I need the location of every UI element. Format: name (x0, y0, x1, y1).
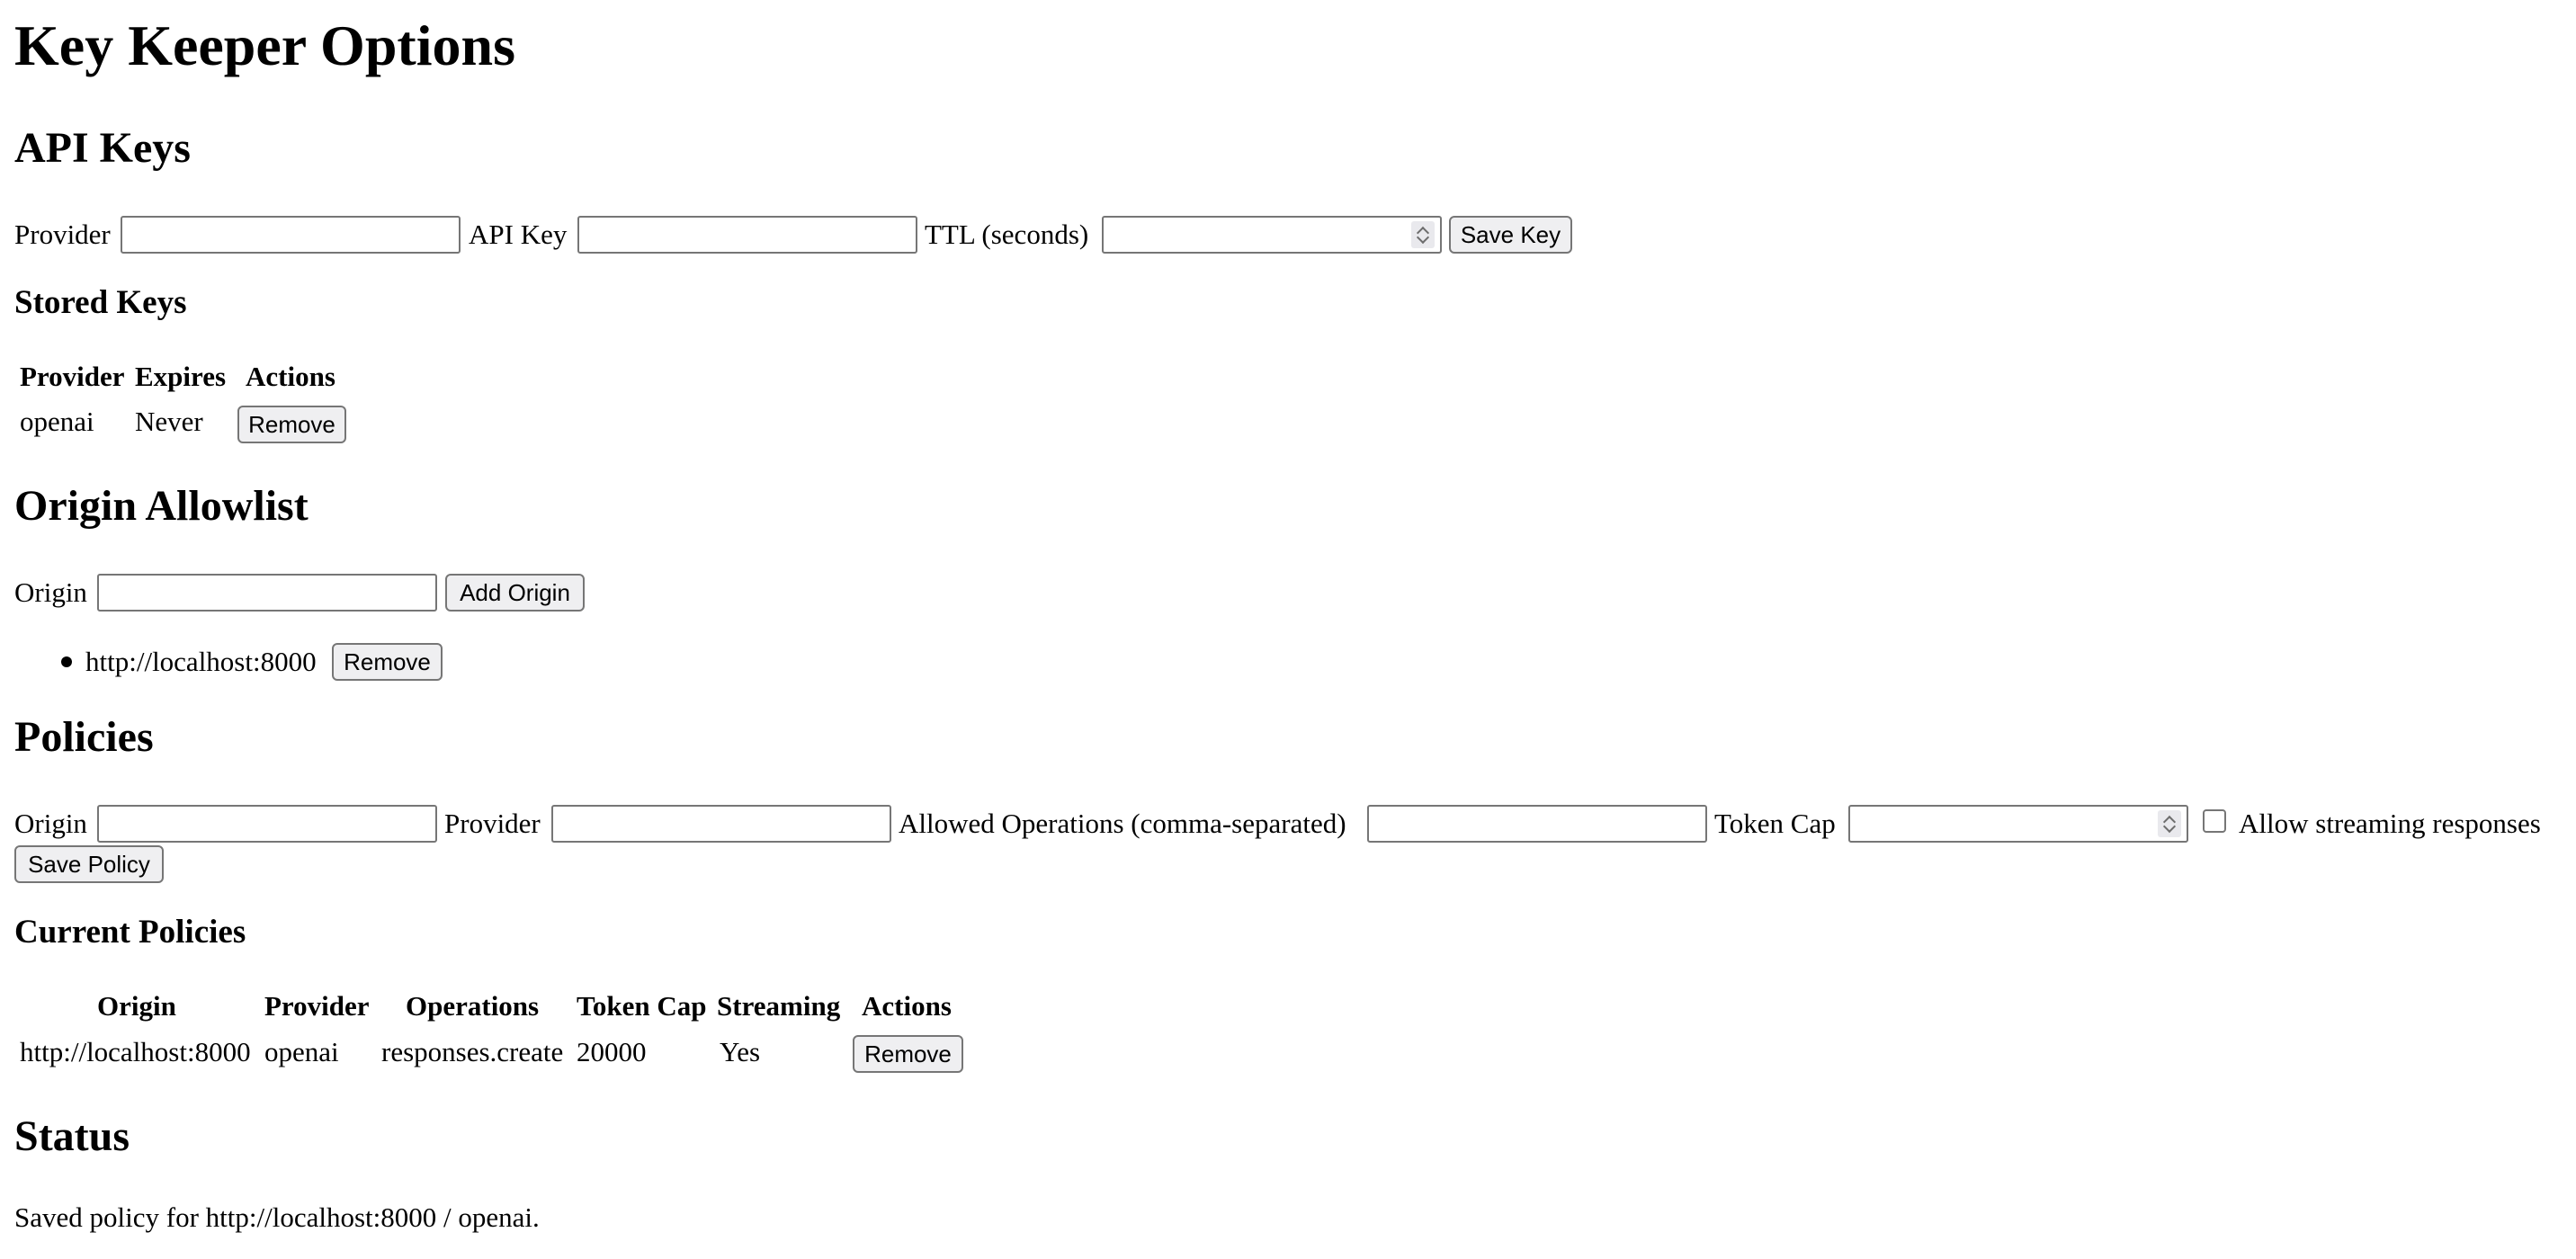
policies-col-operations: Operations (406, 990, 540, 1022)
api-keys-heading: API Keys (14, 124, 191, 172)
list-bullet (61, 656, 72, 667)
token-cap-label: Token Cap (1714, 808, 1836, 839)
ttl-number-input[interactable] (1102, 216, 1442, 254)
origin-label: Origin (14, 576, 87, 608)
provider-label: Provider (14, 219, 111, 250)
token-cap-number-input[interactable] (1848, 805, 2188, 843)
provider-input[interactable] (121, 216, 461, 254)
api-key-input[interactable] (577, 216, 917, 254)
api-key-label: API Key (469, 219, 568, 250)
policy-provider-label: Provider (444, 808, 541, 839)
policies-col-provider: Provider (264, 990, 370, 1022)
stored-key-provider: openai (20, 406, 94, 437)
allowlist-origin: http://localhost:8000 (85, 646, 317, 677)
stepper-arrows-icon[interactable] (1411, 221, 1435, 248)
operations-input[interactable] (1367, 805, 1707, 843)
origin-input[interactable] (97, 574, 437, 612)
policy-origin-input[interactable] (97, 805, 437, 843)
policies-col-actions: Actions (862, 990, 952, 1022)
stored-keys-col-actions: Actions (246, 361, 335, 392)
policies-col-streaming: Streaming (717, 990, 841, 1022)
page-title: Key Keeper Options (14, 13, 515, 77)
current-policies-heading: Current Policies (14, 914, 246, 951)
save-key-button[interactable]: Save Key (1449, 216, 1572, 254)
policy-operations: responses.create (381, 1036, 564, 1067)
policy-origin-label: Origin (14, 808, 87, 839)
add-origin-button[interactable]: Add Origin (445, 574, 585, 612)
status-message: Saved policy for http://localhost:8000 / openai. (14, 1201, 540, 1233)
ttl-label: TTL (seconds) (925, 219, 1089, 250)
status-heading: Status (14, 1112, 130, 1160)
stored-keys-col-provider: Provider (20, 361, 125, 392)
policy-streaming: Yes (720, 1036, 761, 1067)
remove-origin-button[interactable]: Remove (332, 643, 443, 681)
stored-keys-heading: Stored Keys (14, 284, 187, 321)
stepper-arrows-icon[interactable] (2158, 810, 2181, 837)
policies-col-origin: Origin (97, 990, 176, 1022)
origin-allowlist-heading: Origin Allowlist (14, 482, 309, 530)
policies-heading: Policies (14, 713, 154, 761)
policy-provider: openai (264, 1036, 339, 1067)
policy-provider-input[interactable] (551, 805, 891, 843)
policy-origin: http://localhost:8000 (20, 1036, 251, 1067)
operations-label: Allowed Operations (comma-separated) (899, 808, 1346, 839)
stored-keys-col-expires: Expires (135, 361, 227, 392)
stored-key-expires: Never (135, 406, 203, 437)
allow-streaming-label: Allow streaming responses (2239, 808, 2541, 839)
policies-col-token-cap: Token Cap (577, 990, 707, 1022)
save-policy-button[interactable]: Save Policy (14, 845, 164, 883)
policy-token-cap: 20000 (577, 1036, 647, 1067)
remove-key-button[interactable]: Remove (237, 406, 346, 443)
allow-streaming-checkbox[interactable] (2203, 809, 2226, 833)
remove-policy-button[interactable]: Remove (853, 1035, 963, 1073)
